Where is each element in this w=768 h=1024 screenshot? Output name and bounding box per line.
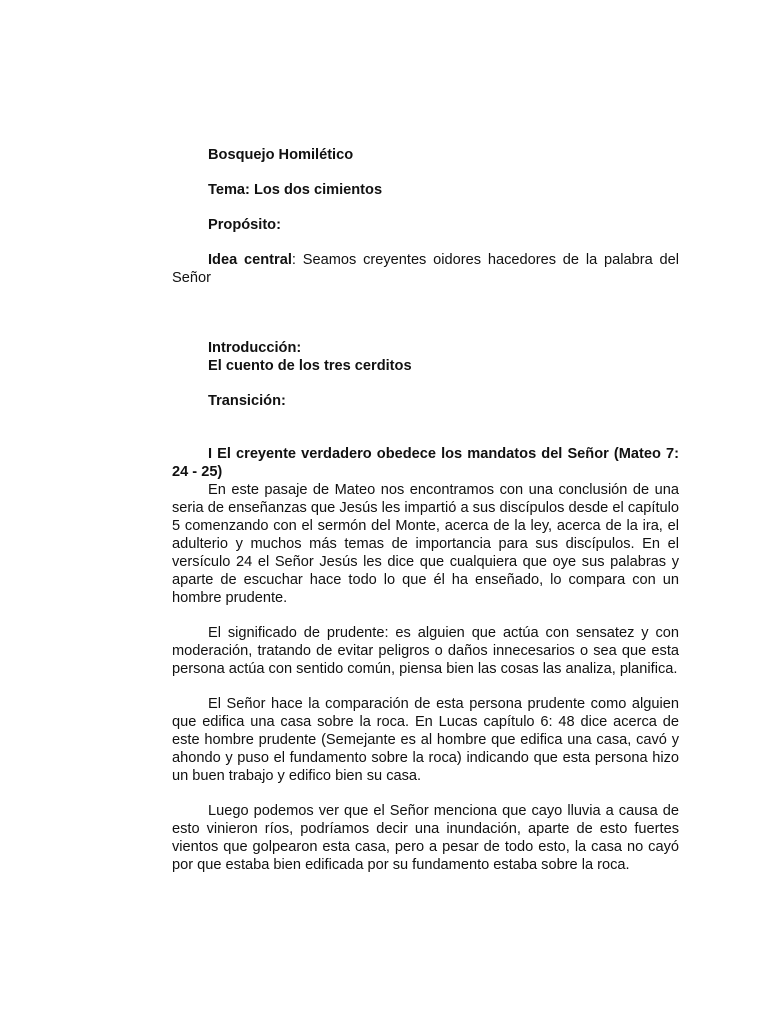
section-heading: I El creyente verdadero obedece los mandatos del Señor (Mateo 7: 24 - 25) [172,446,679,480]
body-paragraph: En este pasaje de Mateo nos encontramos con una conclusión de una seria de enseñanzas que Jesús les impartió a sus discípulos desde el capítulo 5 comenzando con el sermón del Monte, acerca de la ley, acerca de la ira, el adulterio y muchos más temas de importancia para sus discípulos. En el versículo 24 el Señor Jesús les dice que cualquiera que oye sus palabras y aparte de escuchar hace todo lo que él ha enseñado, lo compara con un hombre prudente. [172,482,679,606]
body-paragraph: El significado de prudente: es alguien que actúa con sensatez y con moderación, tratando de evitar peligros o daños innecesarios o sea que esta persona actúa con sentido común, piensa bien las cosas las analiza, planifica. [172,625,679,677]
introduction-label: Introducción: [208,340,302,356]
body-paragraph: El Señor hace la comparación de esta persona prudente como alguien que edifica una casa sobre la roca. En Lucas capítulo 6: 48 dice acerca de este hombre prudente (Semejante es al hombre que edifica una casa, cavó y ahondo y puso el fundamento sobre la roca) indicando que esta persona hizo un buen trabajo y edifico bien su casa. [172,696,679,784]
central-idea [172,251,679,287]
central-idea-text: : Seamos creyentes oidores hacedores de la palabra del Señor [172,252,679,286]
body-paragraph: Luego podemos ver que el Señor menciona que cayo lluvia a causa de esto vinieron ríos, podríamos decir una inundación, aparte de esto fuertes vientos que golpearon esta casa, pero a pesar de todo esto, la casa no cayó por que estaba bien edificada por su fundamento estaba sobre la roca. [172,803,679,873]
central-idea-label: Idea central [208,252,292,268]
theme-line: Tema: Los dos cimientos [208,182,383,198]
outline-title: Bosquejo Homilético [208,147,354,163]
document-page [172,146,679,874]
introduction-text: El cuento de los tres cerditos [208,358,412,374]
purpose-line: Propósito: [208,217,281,233]
transition-label: Transición: [208,393,286,409]
